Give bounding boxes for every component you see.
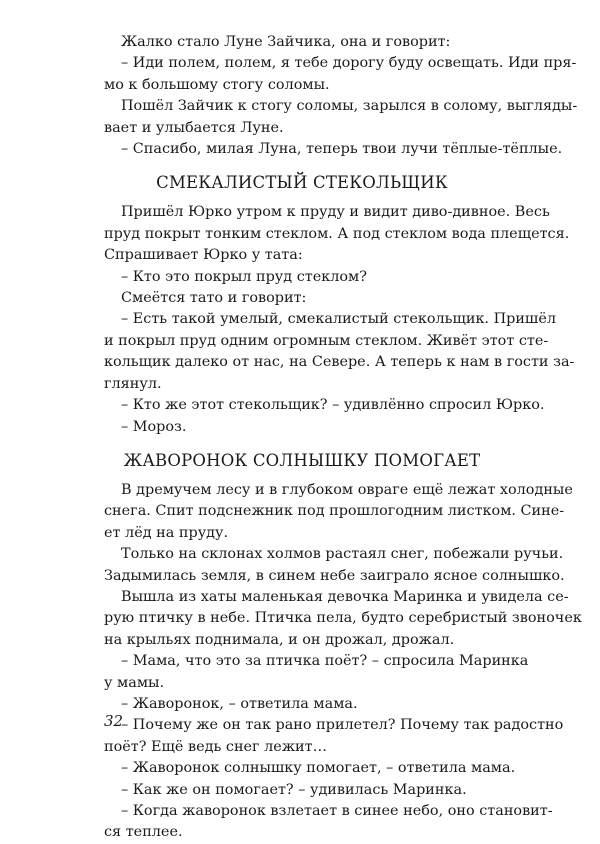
text-line: и покрыл пруд одним огромным стеклом. Живёт этот сте- [104, 332, 549, 349]
text-line: – Почему же он так рано прилетел? Почему так радостно [121, 717, 564, 734]
text-line: – Спасибо, милая Луна, теперь твои лучи тёплые-тёплые. [121, 141, 563, 158]
text-line: Пришёл Юрко утром к пруду и видит диво-дивное. Весь [121, 204, 550, 221]
text-line: Вышла из хаты маленькая девочка Маринка и увидела се- [121, 588, 569, 605]
text-line: – Кто же этот стекольщик? – удивлённо спросил Юрко. [121, 397, 545, 414]
text-line: – Мороз. [121, 418, 187, 435]
text-line: – Мама, что это за птичка поёт? – спросила Маринка [121, 653, 529, 670]
text-line: рую птичку в небе. Птичка пела, будто серебристый звоночек [104, 610, 582, 627]
story-zhavoronok [104, 480, 582, 844]
text-line: – Кто это покрыл пруд стеклом? [121, 268, 367, 285]
story-smekalisty-stekolshchik [104, 202, 575, 437]
page-body [104, 32, 582, 844]
text-line: пруд покрыт тонким стеклом. А под стеклом вода плещется. [104, 225, 570, 242]
text-line: поёт? Ещё ведь снег лежит… [104, 738, 328, 755]
page-number: 32 [104, 712, 124, 730]
text-line: вает и улыбается Луне. [104, 119, 284, 136]
text-line: Задымилась земля, в синем небе заиграло ясное солнышко. [104, 567, 565, 584]
text-line: В дремучем лесу и в глубоком овраге ещё лежат холодные [121, 481, 573, 498]
text-line: у мамы. [104, 674, 165, 691]
text-line: глянул. [104, 375, 162, 392]
text-line: – Жаворонок, – ответила мама. [121, 695, 358, 712]
heading-zhavoronok: ЖАВОРОНОК СОЛНЫШКУ ПОМОГАЕТ [123, 450, 481, 470]
story-ending-zaichik [104, 32, 578, 160]
text-line: ет лёд на пруду. [104, 524, 229, 541]
text-line: – Иди полем, полем, я тебе дорогу буду освещать. Иди пря- [121, 55, 577, 72]
text-line: Спрашивает Юрко у тата: [104, 247, 303, 264]
text-line: Жалко стало Луне Зайчика, она и говорит: [121, 34, 451, 50]
text-line: – Есть такой умелый, смекалистый стекольщик. Пришёл [121, 311, 556, 328]
text-line: снега. Спит подснежник под прошлогодним листком. Сине- [104, 503, 565, 520]
text-line: – Как же он помогает? – удивилась Маринка. [121, 781, 467, 798]
text-line: кольщик далеко от нас, на Севере. А теперь к нам в гости за- [104, 354, 575, 371]
heading-smekalisty-stekolshchik: СМЕКАЛИСТЫЙ СТЕКОЛЬЩИК [156, 173, 448, 193]
text-line: на крыльях поднимала, и он дрожал, дрожал. [104, 631, 455, 648]
text-line: мо к большому стогу соломы. [104, 76, 330, 93]
text-line: – Когда жаворонок взлетает в синее небо, оно становит- [121, 803, 553, 819]
text-line: ся теплее. [104, 824, 183, 841]
text-line: – Жаворонок солнышку помогает, – ответила мама. [121, 760, 516, 777]
text-line: Смеётся тато и говорит: [121, 290, 307, 307]
text-line: Только на склонах холмов растаял снег, побежали ручьи. [121, 546, 564, 563]
text-line: Пошёл Зайчик к стогу соломы, зарылся в солому, выгляды- [121, 98, 578, 115]
